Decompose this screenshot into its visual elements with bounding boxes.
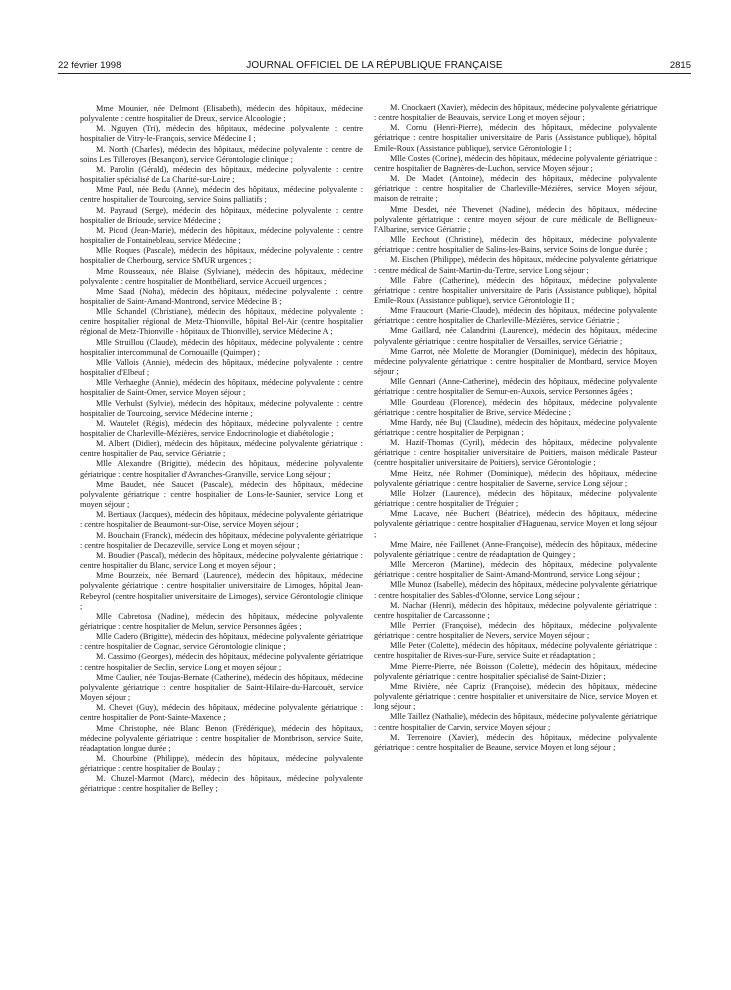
appointment-entry: M. Wautelet (Régis), médecin des hôpitaux, médecine polyvalente : centre hospitalier de Charleville-Mézières, service Endocrinologie et diabétologie ; bbox=[80, 418, 363, 438]
appointment-entry: Mlle Perrier (Françoise), médecin des hôpitaux, médecine polyvalente gériatrique : centre hospitalier de Nevers, service Moyen séjour ; bbox=[374, 620, 657, 641]
appointment-entry: Mme Rousseaux, née Blaise (Sylviane), médecin des hôpitaux, médecine polyvalente : centre hospitalier de Montbéliard, service Accueil urgences ; bbox=[80, 266, 363, 286]
appointment-entry: M. North (Charles), médecin des hôpitaux, médecine polyvalente : centre de soins Les Tilleroyes (Besançon), service Gérontologie clinique ; bbox=[80, 144, 363, 164]
appointment-entry: Mlle Cadero (Brigitte), médecin des hôpitaux, médecine polyvalente gériatrique : centre hospitalier de Cognac, service Gérontologie clinique ; bbox=[80, 632, 363, 652]
appointment-entry: M. Chourbine (Philippe), médecin des hôpitaux, médecine polyvalente gériatrique : centre hospitalier de Boulay ; bbox=[80, 754, 363, 774]
appointment-entry: M. Boudier (Pascal), médecin des hôpitaux, médecine polyvalente gériatrique : centre hospitalier du Blanc, service Long et moyen séjour ; bbox=[80, 550, 363, 571]
appointment-entry: Mme Caulier, née Toujas-Bernate (Catherine), médecin des hôpitaux, médecine polyvalente gériatrique : centre hospitalier de Saint-Hilaire-du-Harcouët, service Moyen séjour ; bbox=[80, 672, 363, 703]
appointment-entry: Mlle Costes (Corine), médecin des hôpitaux, médecine polyvalente gériatrique : centre hospitalier de Bagnères-de-Luchon, service Moyen séjour ; bbox=[374, 153, 657, 173]
appointment-entry: Mlle Eechout (Christine), médecin des hôpitaux, médecine polyvalente gériatrique : centre hospitalier de Salins-les-Bains, service Soins de longue durée ; bbox=[374, 235, 657, 255]
appointment-entry: Mme Mounier, née Delmont (Elisabeth), médecin des hôpitaux, médecine polyvalente : centre hospitalier de Dreux, service Alcoologie ; bbox=[80, 104, 363, 124]
appointment-entry: Mme Pierre-Pierre, née Boisson (Colette), médecin des hôpitaux, médecine polyvalente gériatrique : centre hospitalier spécialisé de Saint-Dizier ; bbox=[374, 661, 657, 681]
appointment-entry: Mlle Gennari (Anne-Catherine), médecin des hôpitaux, médecine polyvalente gériatrique : centre hospitalier de Semur-en-Auxois, service Personnes âgées ; bbox=[374, 377, 657, 397]
appointment-entry: Mlle Roques (Pascale), médecin des hôpitaux, médecine polyvalente : centre hospitalier de Cherbourg, service SMUR urgences ; bbox=[80, 246, 363, 266]
appointment-entry: Mme Desdet, née Thevenet (Nadine), médecin des hôpitaux, médecine polyvalente gériatrique : centre moyen séjour de cure médicale de Belligneux-l'Albarine, service Gériatrie ; bbox=[374, 204, 657, 234]
appointment-entry: Mme Heitz, née Rohmer (Dominique), médecin des hôpitaux, médecine polyvalente gériatrique : centre hospitalier de Saverne, service Long séjour ; bbox=[374, 468, 657, 488]
appointment-entry: M. Cassimo (Georges), médecin des hôpitaux, médecine polyvalente gériatrique : centre hospitalier de Seclin, service Long et moyen séjour ; bbox=[80, 652, 363, 672]
appointment-entry: M. Bouchain (Franck), médecin des hôpitaux, médecine polyvalente gériatrique : centre hospitalier de Decazeville, service Long et moyen séjour ; bbox=[80, 530, 363, 550]
appointment-entry: M. Eischen (Philippe), médecin des hôpitaux, médecine polyvalente gériatrique : centre médical de Saint-Martin-du-Tertre, service Long séjour ; bbox=[374, 255, 657, 275]
appointment-entry: Mme Bourzeix, née Bernard (Laurence), médecin des hôpitaux, médecine polyvalente gériatrique : centre hospitalier universitaire de Limoges, hôpital Jean-Rebeyrol (centre hospitalier universitaire de Limoges), service Gérontologie clinique ; bbox=[80, 571, 363, 611]
appointment-entry: Mme Hardy, née Buj (Claudine), médecin des hôpitaux, médecine polyvalente gériatrique : centre hospitalier de Perpignan ; bbox=[374, 417, 657, 437]
appointment-entry: Mlle Schandel (Christiane), médecin des hôpitaux, médecine polyvalente : centre hospitalier régional de Metz-Thionville, hôpital Bel-Air (centre hospitalier régional de Metz-Thionville - hôpitaux de Thionville), service Médecine A ; bbox=[80, 307, 363, 337]
appointment-entry: Mlle Holzer (Laurence), médecin des hôpitaux, médecine polyvalente gériatrique : centre hospitalier de Tréguier ; bbox=[374, 488, 657, 509]
appointment-entry: M. Chuzel-Marmot (Marc), médecin des hôpitaux, médecine polyvalente gériatrique : centre hospitalier de Belley ; bbox=[80, 774, 363, 794]
appointment-entry: M. Bertiaux (Jacques), médecin des hôpitaux, médecine polyvalente gériatrique : centre hospitalier de Beaumont-sur-Oise, service Moyen séjour ; bbox=[80, 510, 363, 530]
appointment-entry: Mme Lacave, née Buchert (Béatrice), médecin des hôpitaux, médecine polyvalente gériatrique : centre hospitalier d'Haguenau, service Moyen et long séjour ; bbox=[374, 509, 657, 539]
appointment-entry: Mlle Gourdeau (Florence), médecin des hôpitaux, médecine polyvalente gériatrique : centre hospitalier de Brive, service Médecine ; bbox=[374, 397, 657, 417]
appointment-entry: Mme Saad (Noha), médecin des hôpitaux, médecine polyvalente : centre hospitalier de Saint-Amand-Montrond, service Médecine B ; bbox=[80, 286, 363, 306]
appointment-entry: M. Cornu (Henri-Pierre), médecin des hôpitaux, médecine polyvalente gériatrique : centre hospitalier universitaire de Paris (Assistance publique), hôpital Emile-Roux (Assistance publique), service Gérontologie I ; bbox=[374, 123, 657, 153]
appointment-entry: Mlle Cabretosa (Nadine), médecin des hôpitaux, médecine polyvalente gériatrique : centre hospitalier de Melun, service Personnes âgées ; bbox=[80, 611, 363, 631]
appointment-entry: M. Chevet (Guy), médecin des hôpitaux, médecine polyvalente gériatrique : centre hospitalier de Pont-Sainte-Maxence ; bbox=[80, 703, 363, 723]
appointment-entry: Mlle Alexandre (Brigitte), médecin des hôpitaux, médecine polyvalente gériatrique : centre hospitalier d'Avranches-Granville, service Long séjour ; bbox=[80, 459, 363, 479]
left-column bbox=[80, 104, 363, 795]
appointment-entry: Mme Christophe, née Blanc Benon (Frédérique), médecin des hôpitaux, médecine polyvalente gériatrique : centre hospitalier de Montbrison, service Suite, réadaptation longue durée ; bbox=[80, 723, 363, 753]
appointment-entry: M. Nachar (Henri), médecin des hôpitaux, médecine polyvalente gériatrique : centre hospitalier de Carcassonne ; bbox=[374, 600, 657, 620]
appointment-entry: M. Albert (Didier), médecin des hôpitaux, médecine polyvalente gériatrique : centre hospitalier de Pau, service Gériatrie ; bbox=[80, 439, 363, 459]
appointment-entry: Mlle Fabre (Catherine), médecin des hôpitaux, médecine polyvalente gériatrique : centre hospitalier universitaire de Paris (Assistance publique), hôpital Emile-Roux (Assistance publique), service Gérontologie II ; bbox=[374, 275, 657, 305]
appointment-entry: M. Terrenoire (Xavier), médecin des hôpitaux, médecine polyvalente gériatrique : centre hospitalier de Beaune, service Moyen et long séjour ; bbox=[374, 732, 657, 752]
appointment-entry: Mlle Merceron (Martine), médecin des hôpitaux, médecine polyvalente gériatrique : centre hospitalier de Saint-Amand-Montrond, service Long séjour ; bbox=[374, 560, 657, 580]
appointment-entry: Mlle Struillou (Claude), médecin des hôpitaux, médecine polyvalente : centre hospitalier intercommunal de Cornouaille (Quimper) ; bbox=[80, 337, 363, 357]
appointment-entry: Mlle Vallois (Annie), médecin des hôpitaux, médecine polyvalente : centre hospitalier d'Elbeuf ; bbox=[80, 357, 363, 378]
page-header bbox=[58, 60, 691, 74]
appointment-entry: Mlle Verhaeghe (Annie), médecin des hôpitaux, médecine polyvalente : centre hospitalier de Saint-Omer, service Moyen séjour ; bbox=[80, 378, 363, 398]
appointment-entry: Mlle Taillez (Nathalie), médecin des hôpitaux, médecine polyvalente gériatrique : centre hospitalier de Carvin, service Moyen séjour ; bbox=[374, 712, 657, 732]
appointment-entry: M. Parolin (Gérald), médecin des hôpitaux, médecine polyvalente : centre hospitalier spécialisé de La Charité-sur-Loire ; bbox=[80, 164, 363, 185]
appointment-entry: Mme Garrot, née Molette de Morangier (Dominique), médecin des hôpitaux, médecine polyvalente gériatrique : centre hospitalier de Montbard, service Moyen séjour ; bbox=[374, 346, 657, 377]
header-rule bbox=[58, 73, 691, 74]
appointment-entry: Mme Rivière, née Capriz (Françoise), médecin des hôpitaux, médecine polyvalente gériatrique : centre hospitalier et universitaire de Nice, service Moyen et long séjour ; bbox=[374, 681, 657, 712]
appointment-entry: Mme Fraucourt (Marie-Claude), médecin des hôpitaux, médecine polyvalente gériatrique : centre hospitalier de Charleville-Mézières, service Gériatrie ; bbox=[374, 306, 657, 326]
appointment-entry: Mlle Munoz (Isabelle), médecin des hôpitaux, médecine polyvalente gériatrique : centre hospitalier des Sables-d'Olonne, service Long séjour ; bbox=[374, 580, 657, 600]
header-date: 22 février 1998 bbox=[58, 60, 122, 71]
appointment-entry: M. Payraud (Serge), médecin des hôpitaux, médecine polyvalente : centre hospitalier de Brioude, service Médecine ; bbox=[80, 205, 363, 225]
appointment-entry: M. De Madet (Antoine), médecin des hôpitaux, médecine polyvalente gériatrique : centre hospitalier de Charleville-Mézières, service Moyen séjour, maison de retraite ; bbox=[374, 174, 657, 204]
right-column bbox=[374, 103, 657, 753]
appointment-entry: M. Cnockaert (Xavier), médecin des hôpitaux, médecine polyvalente gériatrique : centre hospitalier de Beauvais, service Long et moyen séjour ; bbox=[374, 103, 658, 123]
appointment-entry: Mme Gaillard, née Calandrini (Laurence), médecin des hôpitaux, médecine polyvalente gériatrique : centre hospitalier de Versailles, service Gériatrie ; bbox=[374, 326, 657, 346]
appointment-entry: Mme Maire, née Faillenet (Anne-Françoise), médecin des hôpitaux, médecine polyvalente gériatrique : centre de réadaptation de Quingey ; bbox=[374, 539, 657, 559]
appointment-entry: Mme Paul, née Bedu (Anne), médecin des hôpitaux, médecine polyvalente : centre hospitalier de Tourcoing, service Soins palliatifs ; bbox=[80, 185, 363, 205]
appointment-entry: M. Hazif-Thomas (Cyril), médecin des hôpitaux, médecine polyvalente gériatrique : centre hospitalier universitaire de Poitiers, maison médicale Pasteur (centre hospitalier universitaire de Poitiers), service Gérontologie ; bbox=[374, 438, 657, 468]
appointment-entry: M. Nguyen (Tri), médecin des hôpitaux, médecine polyvalente : centre hospitalier de Vitry-le-François, service Médecine I ; bbox=[80, 124, 363, 144]
appointment-entry: Mlle Peter (Colette), médecin des hôpitaux, médecine polyvalente gériatrique : centre hospitalier de Rives-sur-Fure, service Suite et réadaptation ; bbox=[374, 641, 657, 661]
appointment-entry: M. Picod (Jean-Marie), médecin des hôpitaux, médecine polyvalente : centre hospitalier de Fontainebleau, service Médecine ; bbox=[80, 225, 363, 246]
appointment-entry: Mlle Verhulst (Sylvie), médecin des hôpitaux, médecine polyvalente : centre hospitalier de Tourcoing, service Médecine interne ; bbox=[80, 398, 363, 418]
journal-title: JOURNAL OFFICIEL DE LA RÉPUBLIQUE FRANÇAISE bbox=[246, 60, 503, 71]
appointment-entry: Mme Baudet, née Saucet (Pascale), médecin des hôpitaux, médecine polyvalente gériatrique : centre hospitalier de Lons-le-Saunier, service Long et moyen séjour ; bbox=[80, 479, 363, 510]
page-number: 2815 bbox=[669, 60, 691, 71]
